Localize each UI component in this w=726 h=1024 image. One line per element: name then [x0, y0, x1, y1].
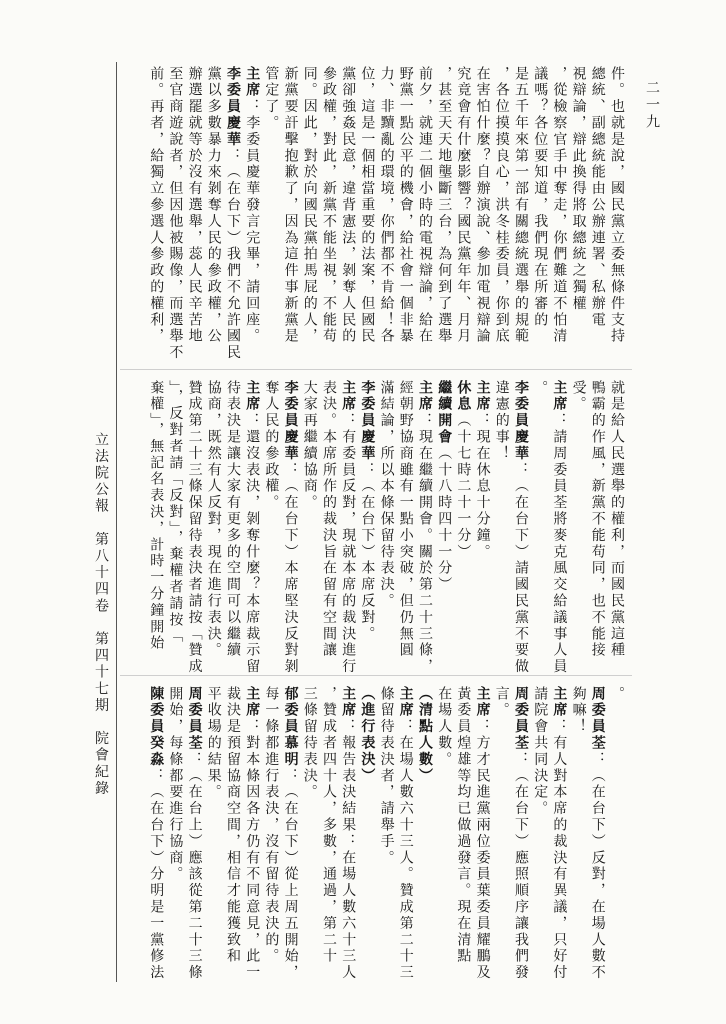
- speech-text: ：請周委員荃將麥克風交給議事人員: [551, 412, 568, 676]
- text-column: [456, 66, 470, 362]
- speaker-label: 周委員荃: [186, 686, 203, 752]
- text-column: [264, 686, 278, 982]
- speaker-label: （進行表決）: [359, 686, 376, 785]
- speech-text: ，甚至天天地壟斷三台，為何到了選舉: [436, 66, 453, 345]
- text-column: [552, 686, 566, 982]
- tier-divider-1: [120, 369, 632, 370]
- speech-text: ：在場人數六十三人。贊成第二十三: [397, 718, 414, 982]
- text-column: [572, 66, 586, 362]
- text-column: [360, 66, 374, 362]
- speech-text: 黨以多數暴力來剝奪人民的參政權，公: [205, 66, 222, 345]
- text-column: [168, 380, 182, 670]
- speaker-label: 主席: [244, 686, 261, 719]
- text-column: [282, 380, 299, 676]
- text-column: [399, 380, 413, 670]
- text-column: [322, 66, 336, 362]
- text-column: [149, 686, 163, 982]
- text-column: [399, 686, 413, 982]
- text-column: [149, 380, 163, 670]
- text-column: [591, 380, 605, 670]
- text-column: [207, 686, 221, 982]
- speech-text: 三條留待表決。: [301, 686, 318, 801]
- text-column: [303, 66, 317, 362]
- text-column: [207, 380, 221, 670]
- speech-text: 表決。本席所作的裁決旨在留有空間讓: [321, 380, 337, 659]
- speech-text: 協商，既然有人反對，現在進行表決。: [205, 380, 222, 659]
- speaker-label: 主席: [417, 380, 433, 413]
- text-column: [533, 66, 547, 362]
- text-column: [360, 686, 374, 982]
- text-column: [188, 686, 202, 982]
- speech-text: 」，反對者請「反對」，棄權者請按「: [167, 380, 184, 645]
- speech-text: 每一條都進行表決，沒有留待表決的。: [263, 686, 280, 965]
- text-column: [149, 66, 163, 362]
- speaker-label: 周委員荃: [513, 686, 529, 752]
- speech-text: 待表決是讓大家有更多的空間可以繼續: [225, 380, 241, 659]
- speech-text: ：（在台下）我們不允許國民: [225, 148, 241, 362]
- text-column: [610, 380, 624, 670]
- speech-text: 受。: [570, 380, 587, 413]
- speech-text: 。: [609, 686, 625, 703]
- text-column: [168, 66, 182, 362]
- text-column: [303, 380, 317, 670]
- speech-text: 野黨一點公平的機會，給社會一個非暴: [397, 66, 414, 345]
- text-column: [360, 380, 374, 670]
- speech-text: 違憲的事！: [493, 380, 510, 462]
- text-column: [341, 66, 355, 362]
- speech-text: ：（在台下）請國民黨不要做: [513, 462, 529, 676]
- page-number: 二一九: [644, 80, 660, 131]
- speech-text: 棄權」，無記名表決，計時一分鐘開始: [148, 380, 165, 652]
- text-column: [610, 686, 624, 982]
- text-column: [552, 66, 566, 362]
- speech-text: （十七時二十一分）: [455, 412, 472, 561]
- speech-text: 開始，每條都要進行協商。: [167, 686, 184, 883]
- text-column: [437, 686, 451, 982]
- speech-text: 經朝野協商雖有一點小突破，但仍無圓: [397, 380, 414, 659]
- speech-text: 滿結論，所以本條保留待表決。: [378, 380, 395, 610]
- speech-text: 參政權，對此，新黨不能坐視，不能苟: [321, 66, 337, 345]
- text-column: [226, 380, 240, 670]
- text-column: [226, 686, 240, 982]
- speaker-label: 陳委員癸淼: [148, 686, 165, 768]
- speech-text: 視辯論，辯此換得將取總統之獨權: [570, 66, 587, 312]
- speech-text: 。: [532, 380, 549, 397]
- text-column: [476, 686, 490, 982]
- speech-text: ：有人對本席的裁決有異議，只好付: [551, 718, 568, 982]
- text-column: [533, 686, 547, 982]
- speech-text: 在場人數。: [436, 686, 453, 768]
- speech-text: 前。再者，給獨立參選人參政的權利，: [148, 66, 165, 345]
- speech-text: 辦選罷就等於沒有選舉，蕊人民辛苦地: [186, 66, 203, 345]
- speech-text: ，從檢察官手中奪走，你們難道不怕清: [551, 66, 568, 345]
- text-column: [456, 380, 470, 670]
- text-column: [340, 380, 357, 676]
- text-column: [591, 686, 605, 982]
- speech-text: ：有委員反對，現就本席的裁決進行: [340, 412, 357, 676]
- speech-text: 鴨霸的作風，新黨不能苟同，也不能接: [589, 380, 606, 659]
- speech-text: ：（在台下）從上周五開始，: [282, 768, 299, 982]
- speech-text: 前夕，就連二個小時的電視辯論，給在: [417, 66, 433, 345]
- text-column: [322, 686, 336, 982]
- speech-text: 裁決是預留協商空間，相信才能獲致和: [225, 686, 241, 965]
- speech-text: ：方才民進黨兩位委員葉委員耀鵬及: [474, 718, 491, 982]
- text-column: [476, 380, 490, 670]
- text-column: [284, 66, 298, 362]
- text-column: [380, 66, 394, 362]
- speech-text: 大家再繼續協商。: [301, 380, 318, 512]
- text-column: [610, 66, 624, 362]
- speaker-label: 郁委員慕明: [282, 686, 299, 768]
- speaker-label: 主席: [474, 686, 491, 719]
- speech-text: 位，這是一個相當重要的法案，但國民: [359, 66, 376, 345]
- text-column: [572, 380, 586, 670]
- text-column: [168, 686, 182, 982]
- speaker-label: 主席: [551, 380, 568, 413]
- text-column: [380, 686, 394, 982]
- speech-text: 在害怕什麼？自辦演說、參加電視辯論: [474, 66, 491, 345]
- speech-text: 奪人民的參政權。: [263, 380, 280, 512]
- text-column: [186, 380, 203, 676]
- speech-text: 黃委員煌雄等均已做過發言。現在清點: [455, 686, 472, 965]
- text-column: [437, 66, 451, 362]
- speech-text: 新黨要訐擊抱歉了，因為這件事新黨是: [282, 66, 299, 345]
- header-divider-line: [116, 62, 117, 982]
- speech-text: 夠嘛！: [570, 686, 587, 736]
- text-column: [495, 686, 509, 982]
- text-column: [476, 66, 490, 362]
- speech-text: 贊成第二十三條保留待表決者請按「贊成: [186, 380, 203, 676]
- speech-text: 總統、副總統能由公辦連署、私辦電: [589, 66, 606, 329]
- text-column: [284, 686, 298, 982]
- speech-text: （十八時四十一分）: [436, 445, 453, 594]
- text-column: [495, 380, 509, 670]
- text-column: [418, 686, 432, 982]
- speech-text: 條留待表決者，請舉手。: [378, 686, 395, 867]
- speaker-label: 主席: [244, 380, 261, 413]
- speaker-label: 休息: [455, 380, 472, 413]
- speech-text: 力、非黷亂的環境，你們都不肯給！各: [378, 66, 395, 345]
- text-column: [399, 66, 413, 362]
- text-column: [322, 380, 336, 670]
- text-column: [264, 66, 278, 362]
- speech-text: 究竟會有什麼影響？國民黨年年、月月: [455, 66, 472, 345]
- speech-text: 言。: [493, 686, 510, 719]
- speaker-label: 李委員慶華: [225, 66, 241, 148]
- speech-text: ：對本條因各方仍有不同意見，此一: [244, 718, 261, 982]
- text-column: [437, 380, 451, 670]
- text-column: [341, 686, 355, 982]
- text-column: [380, 380, 394, 670]
- speech-text: 是五千年來第一部有關總統選舉的規範: [513, 66, 529, 345]
- speaker-label: 周委員荃: [589, 686, 606, 752]
- speech-text: ：（在台下）本席反對。: [359, 462, 376, 643]
- speaker-label: 李委員慶華: [359, 380, 376, 462]
- speech-text: 管定了。: [263, 66, 280, 132]
- speech-text: ：現在休息十分鐘。: [474, 412, 491, 561]
- speech-text: ，贊成者四十人，多數，通過，第二十: [321, 686, 337, 965]
- text-column: [551, 380, 568, 676]
- text-column: [245, 686, 259, 982]
- speaker-label: 繼續開會: [436, 380, 453, 446]
- speech-text: ：（在台下）應照順序讓我們發: [513, 751, 529, 982]
- speaker-label: 主席: [340, 686, 357, 719]
- text-column: [245, 66, 259, 362]
- running-header: 立法院公報 第八十四卷 第四十七期 院會紀錄: [93, 432, 109, 798]
- speaker-label: 主席: [551, 686, 568, 719]
- speech-text: ：現在繼續開會。關於第二十三條，: [417, 412, 433, 676]
- text-column: [495, 66, 509, 362]
- text-column: [456, 686, 470, 982]
- speech-text: ，各位摸摸良心，洪冬桂委員，你到底: [493, 66, 510, 345]
- speaker-label: 主席: [244, 66, 261, 99]
- speech-text: ：（在台上）應該從第二十三條: [186, 751, 203, 982]
- speech-text: ：報告表決結果：在場人數六十三人: [340, 718, 357, 982]
- text-column: [513, 380, 529, 676]
- speaker-label: 李委員慶華: [513, 380, 529, 462]
- speaker-label: 李委員慶華: [282, 380, 299, 462]
- speech-text: 同。因此，對於向國民黨拍馬屁的人，: [301, 66, 318, 345]
- text-column: [418, 66, 432, 362]
- text-column: [572, 686, 586, 982]
- speech-text: ：李委員慶華發言完畢，請回座。: [244, 98, 261, 345]
- text-column: [244, 380, 261, 676]
- speaker-label: 主席: [474, 380, 491, 413]
- text-column: [591, 66, 605, 362]
- text-column: [264, 380, 278, 670]
- speech-text: 件。也就是說，國民黨立委無條件支持: [609, 66, 625, 345]
- speech-text: 就是給人民選舉的權利，而國民黨這種: [609, 380, 625, 659]
- text-column: [303, 686, 317, 982]
- text-column: [188, 66, 202, 362]
- text-column: [533, 380, 547, 670]
- speech-text: 請院會共同決定。: [532, 686, 549, 818]
- speaker-label: 主席: [397, 686, 414, 719]
- speech-text: 平收場的結果。: [205, 686, 222, 801]
- speech-text: 至官商遊說者，但因他被賜像，而選舉不: [167, 66, 184, 362]
- text-column: [207, 66, 221, 362]
- speaker-label: （清點人數）: [417, 686, 433, 785]
- speech-text: 議嗎？各位要知道，我們現在所審的: [532, 66, 549, 329]
- text-column: [514, 66, 528, 362]
- speaker-label: 主席: [340, 380, 357, 413]
- text-column: [226, 66, 240, 362]
- speech-text: ：（在台下）分明是一黨修法: [148, 768, 165, 982]
- text-column: [514, 686, 528, 982]
- speech-text: 黨卻強姦民意，違背憲法，剝奪人民的: [340, 66, 357, 345]
- speech-text: ：（在台下）反對，在場人數不: [589, 751, 606, 982]
- speech-text: ：（在台下）本席堅決反對剝: [282, 462, 299, 676]
- text-column: [417, 380, 433, 676]
- speech-text: ：還沒表決，剝奪什麼？本席裁示留: [244, 412, 261, 676]
